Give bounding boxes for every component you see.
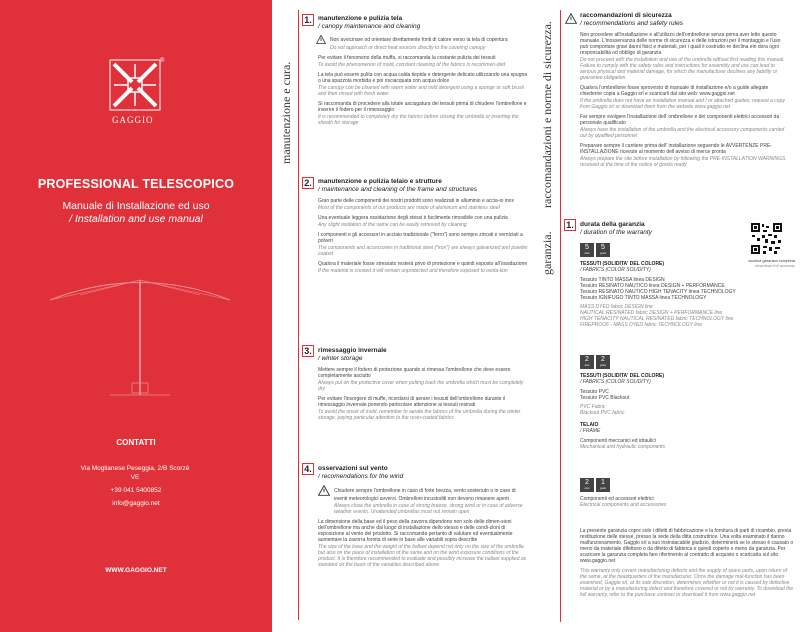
- paragraph: La tela può essere pulita con acqua calda tiepida e detergente delicato utilizzando una spugna o una spazzola morbida e poi risciacquata con acqua dolce: [318, 72, 528, 84]
- paragraph: Non avvicinare od orientare direttamente fonti di calore verso la tela di copertura: [318, 35, 528, 44]
- paragraph-en: It is recommended to completely dry the fabrics before closing the umbrella or inserting the sheath for storage: [318, 114, 519, 126]
- warranty-vertical-title: garanzia.: [540, 231, 554, 275]
- section-canopy: [318, 15, 528, 130]
- warranty-fabrics-group-1: 5 anni 5 years TESSUTI (SOLIDITA' DEL COLORE) / FABRICS (COLOR SOLIDITY) Tessuto TINTO MASSA linea DESIGN Tessuto RESINATO NAUTICO linea DESIGN + PERFORMANCE Tessuto RESINATO NAUTICO HIGH TENACITY linea TECHNOLOGY Tessuto IGNIFUGO TINTO MASSA linea TECHNOLOGY MASS DYED fabric DESIGN line NAUTICAL RESINATED fabric DESIGN + PERFORMANCE line HIGH TENACITY NAUTICAL RESINATED fabric TECHNOLOGY line FIREPROOF - MASS DYED fabric TECHNOLOGY line: [580, 243, 795, 328]
- paragraph-en: This warranty only covers manufacturing defects and the supply of spare parts, upon return of the same, at the headquarters of the manufacturer. Once the damage mal-function has been examined, Gaggio srl, at its sole discretion, determines whether or not it is caused by defective material or by a manufacturing defect and therefore covered or not by warranty. To download the full warranty, refer to the purchase contract or download it from www.gaggio.net: [580, 568, 794, 598]
- gaggio-logo: [108, 58, 165, 112]
- warranty-final-notes: [580, 528, 795, 602]
- divider-line: [560, 10, 561, 622]
- paragraph-en: The size of the base and the weight of the ballast depend not only on the size of the umbrella but also on the place of installation of the same and on the wind exposure conditions of the product. It is therefore recommended to evaluate and possibly increase the ballast supplied as standard on the basis of the variables described above: [318, 544, 527, 568]
- paragraph: Far sempre svolgere l'installazione dell' ombrellone e dei componenti elettrici accessori da personale qualificato: [580, 114, 780, 126]
- section-title-en: / duration of the warranty: [580, 229, 652, 236]
- warning-icon: [316, 35, 326, 44]
- paragraph: Per evitare l'insorgere di muffe, ricordarsi di aerare i tessuti dell'ombrellone durante il rimessaggio invernale ponendo particolare attenzione ai tessuti resinati: [318, 396, 506, 408]
- paragraph-en: Most of the components of our products are made of aluminum and stainless steel: [318, 205, 500, 211]
- years-badge: 5 years: [596, 243, 610, 257]
- paragraph-en: Always have the installation of the umbrella and the electrical accessory components carried out by qualified personnel: [580, 127, 785, 139]
- qr-caption: scarica garanzia completa download full warranty: [748, 258, 795, 268]
- section-safety: [580, 12, 790, 172]
- group-title: TESSUTI (SOLIDITA' DEL COLORE): [580, 373, 665, 379]
- paragraph-en: Always close the umbrella in case of strong breeze, strong wind or in case of adverse weather events. Unattended umbrellas must not remain open: [334, 503, 523, 515]
- brand-name: GAGGIO: [112, 115, 154, 125]
- years-badge: 2 anni: [580, 355, 594, 369]
- paragraph: Chiudere sempre l'ombrellone in caso di forte brezza, vento sostenuto o in caso di eventi meteorologici avversi. Ombrelloni incustoditi non devono rimanere aperti: [318, 485, 528, 502]
- address: Via Moglianese Peseggia, 2/B Scorzè VE: [80, 465, 190, 481]
- paragraph: Si raccomanda di procedere alla totale asciugatura dei tessuti prima di chiudere l'ombrellone e inserire il fodero per il rimessaggio: [318, 101, 527, 113]
- contacts-heading: CONTATTI: [116, 438, 156, 447]
- paragraph: Preparare sempre il cantiere prima dell' installazione seguendo le AVVERTENZE PRE-INSTALLAZIONE ricevute al momento dell avviso di merce pronta: [580, 143, 772, 155]
- section-frame: [318, 178, 528, 278]
- paragraph: La presente garanzia copre solo i difetti di fabbricazione e la fornitura di parti di ricambio, previa restituzione delle stesse, presso la sede della ditta costruttrice. Una volta esaminato il danno malfunzionamento, Gaggio srl a suo insindacabile giudizio, determinerà se lo stesso è causato o meno da materiale difettoso o da difetto di fabbrica e quindi coperto o meno da garanzia. Per scaricare la garanzia completa fare riferimento al contratto di acquisto o scaricarla sul sito www.gaggio.net: [580, 528, 794, 564]
- umbrella-illustration: [40, 255, 240, 400]
- years-badges: [580, 478, 795, 492]
- manual-subtitle-en: / Installation and use manual: [69, 213, 203, 225]
- paragraph: Non procedere all'installazione e all'utilizzo dell'ombrellone senza prima aver letto questo manuale. L'inosservanza delle norme di sicurezza e delle istruzioni per il montaggio e l'uso può comportare gravi danni fisici e materiali, per i quali il costrutto-re declina ein dora ogni responsabilità od obbligo di garanzia: [580, 32, 781, 56]
- paragraph: Una eventuale leggera ossidazione degli stessi è facilmente rimovibile con una pulizia: [318, 215, 508, 221]
- years-badge: 5 anni: [580, 243, 594, 257]
- paragraph-en: Do not approach or direct heat sources directly to the covering canopy: [330, 45, 486, 51]
- paragraph-en: To avoid the phenomenon of mold, constant cleaning of the fabrics is recommen-ded: [318, 62, 506, 68]
- section-title: durata della garanzia: [580, 221, 645, 228]
- website-link[interactable]: WWW.GAGGIO.NET: [105, 567, 167, 574]
- warranty-fabrics-group-2: 2 anni 2 years TESSUTI (SOLIDITA' DEL COLORE) / FABRICS (COLOR SOLIDITY) Tessuto PVC Tessuto PVC Blackout PVC Fabric Blackout PVC fabric TELAIO / FRAME Componenti meccanici ed idraulici Mechanical and hydraulic components: [580, 355, 795, 450]
- section-winter-storage: [318, 347, 528, 425]
- paragraph-en: Any slight oxidation of the same can be easily removed by cleaning: [318, 222, 467, 228]
- paragraph: Per evitare il fenomeno della muffa, si raccomanda la costante pulizia dei tessuti: [318, 55, 496, 61]
- years-badge: 1 years: [596, 478, 610, 492]
- group-title-en: / FABRICS (COLOR SOLIDITY): [580, 379, 651, 385]
- paragraph-en: Always prepare the site before installation by following the PRE-INSTALLATION WARNINGS received at the time of the notice of goods ready: [580, 156, 786, 168]
- years-badges: [580, 243, 795, 257]
- section-title: raccomandazioni di sicurezza: [580, 12, 672, 19]
- paragraph: Qualora l'ombrellone fosse sprovvisto di manuale di installazione e/o a guide allegate chiederne copia a Gaggio srl e scaricarli dal sito web: www.gaggio.net: [580, 85, 769, 97]
- group-title: TESSUTI (SOLIDITA' DEL COLORE): [580, 261, 665, 267]
- manual-subtitle-it: Manuale di Installazione ed uso: [62, 200, 210, 212]
- product-title: PROFESSIONAL TELESCOPICO: [37, 177, 235, 191]
- section-number: 2.: [302, 177, 314, 189]
- warranty-header: [580, 221, 740, 241]
- paragraph: Gran parte delle componenti dei nostri prodotti sono realizzati in alluminio e accia-io inox: [318, 198, 514, 204]
- section-title-en: / maintenance and cleaning of the frame and structures: [318, 186, 477, 193]
- section-title: manutenzione e pulizia tela: [318, 15, 403, 22]
- group-title-en: / FRAME: [580, 428, 601, 434]
- paragraph: La dimensione della base ed il peso della zavorra dipendono non solo delle dimen-sioni dell'ombrellone ma anche dal luogo di installazione dello stesso e delle condi-zioni di esposizione al vento del prodotto. Si raccomanda pertanto di valutare ed eventualmente aumentare la zavorra fornita di serie in base alle variabili sopra descritte: [318, 519, 513, 543]
- group-title: TELAIO: [580, 422, 599, 428]
- section-title: rimessaggio invernale: [318, 347, 387, 354]
- section-number: 4.: [302, 463, 314, 475]
- section-title: osservazioni sul vento: [318, 465, 388, 472]
- email[interactable]: info@gaggio.net: [112, 500, 160, 507]
- registered-mark: ®: [160, 58, 165, 64]
- maintenance-vertical-title: manutenzione e cura.: [279, 61, 293, 164]
- warranty-electrical-group: 2 anni 1 years Componenti ed accessori elettrici Electrical components and accessories: [580, 478, 795, 508]
- warning-icon: [565, 13, 577, 24]
- phone[interactable]: +39 041 5400852: [110, 487, 162, 494]
- safety-vertical-title: raccomandazioni e norme di sicurezza.: [540, 21, 554, 208]
- section-number: 1.: [564, 219, 576, 231]
- paragraph: Qualora il materiale fosse stressato resterà privo di protezione e quindi esposto all'ossidazione: [318, 261, 528, 267]
- section-title-en: / recomendations for the wind: [318, 473, 404, 480]
- section-title-en: / canopy maintenance and cleaning: [318, 23, 421, 30]
- paragraph: Mettere sempre il fodero di protezione quando si rimessa l'ombrellone che deve essere completamente asciutto: [318, 367, 511, 379]
- group-title-en: / FABRICS (COLOR SOLIDITY): [580, 267, 651, 273]
- section-title-en: / recommendations and safety rules: [580, 20, 683, 27]
- paragraph-en: Do not proceed with the installation and use of the umbrella without first reading this manual. Failure to comply with the safety rules and instructions for assembly and use can lead to serious physical and material damage, for which the manufacturer declines any liability or guarantee obligation: [580, 57, 785, 81]
- section-title: manutenzione e pulizia telaio e strutture: [318, 178, 442, 185]
- section-number: 1.: [302, 14, 314, 26]
- paragraph-en: Always put on the protective cover when putting back the umbrella which must be completely dry: [318, 380, 524, 392]
- section-number: 3.: [302, 345, 314, 357]
- divider-line: [298, 10, 299, 620]
- paragraph-en: If the umbrella does not have an installation manual and / or attached guides, request a copy from Gaggio srl or download them from the website www.gaggio.net: [580, 98, 785, 110]
- years-badge: 2 years: [596, 355, 610, 369]
- paragraph-en: The canopy can be cleaned with warm water and mild detergent using a sponge or soft brush and then rinsed with fresh water: [318, 85, 525, 97]
- paragraph-en: If the material is crested it will remain unprotected and therefore exposed to oxida-tion: [318, 268, 508, 274]
- years-badge: 2 anni: [580, 478, 594, 492]
- warning-icon: [318, 485, 330, 496]
- paragraph: I componenti e gli accessori in acciaio tradizionale ("ferro") sono sempre zincati e verniciati a polveri: [318, 232, 523, 244]
- section-title-en: / winter storage: [318, 355, 363, 362]
- paragraph-en: To avoid the onset of mold, remember to aerate the fabrics of the umbrella during the winter storage, paying particular attention to the resin-coated fabrics: [318, 409, 521, 421]
- section-wind: [318, 465, 528, 572]
- paragraph-en: The components and accessories in traditional steel ("iron") are always galvanized and powder coated: [318, 245, 528, 257]
- cover-panel: [0, 0, 272, 632]
- years-badges: [580, 355, 795, 369]
